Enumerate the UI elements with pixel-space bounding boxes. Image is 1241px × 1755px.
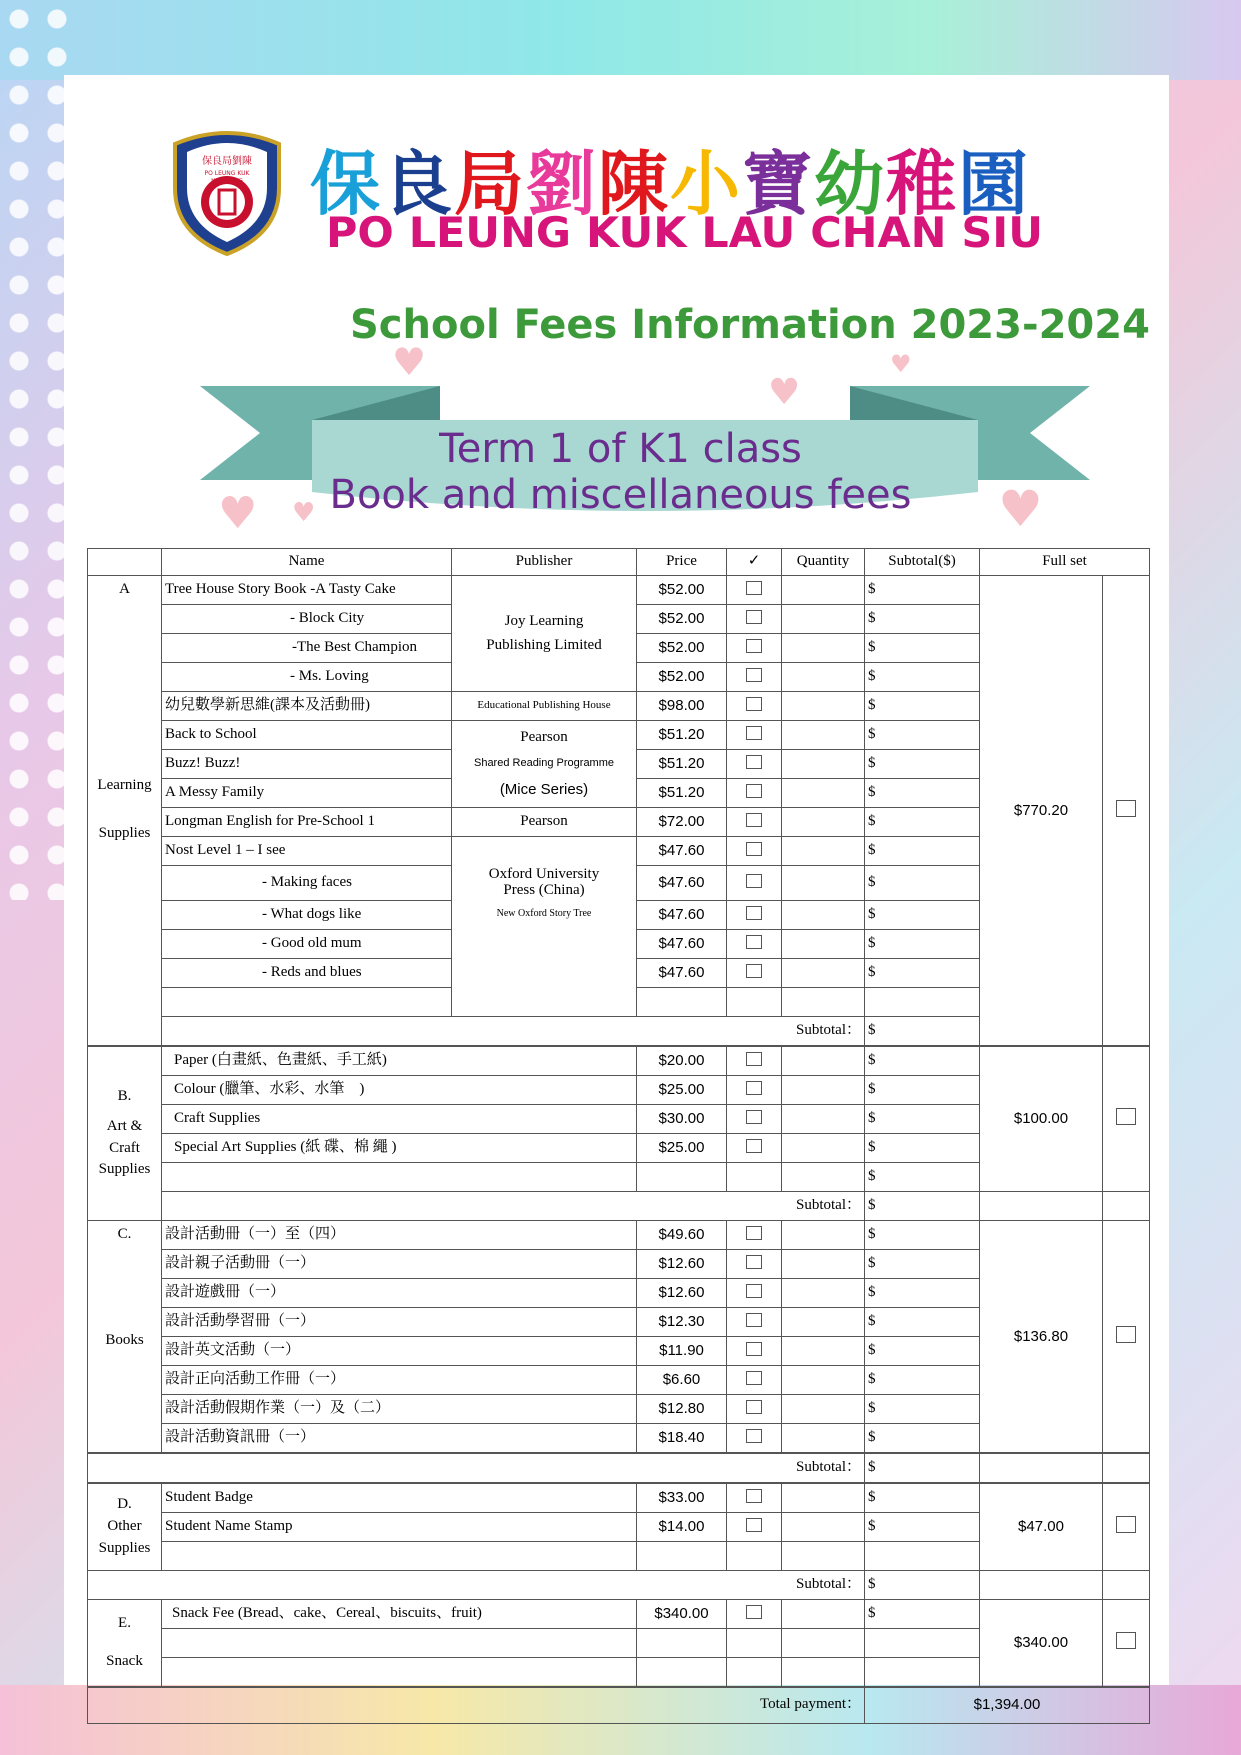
section-letter: B. (117, 1088, 132, 1104)
header-subtotal: Subtotal($) (865, 549, 980, 576)
item-name: - What dogs like (162, 901, 452, 930)
item-checkbox[interactable] (727, 1076, 782, 1105)
item-name: 幼兒數學新思維(課本及活動冊) (162, 692, 452, 721)
item-price: $98.00 (637, 692, 727, 721)
item-name: Tree House Story Book -A Tasty Cake (162, 576, 452, 605)
item-checkbox[interactable] (727, 1395, 782, 1424)
item-checkbox[interactable] (727, 663, 782, 692)
item-name: 設計遊戲冊（一） (162, 1279, 637, 1308)
subtotal-field[interactable]: $ (865, 692, 980, 721)
item-price: $47.60 (637, 901, 727, 930)
quantity-field[interactable] (782, 1046, 865, 1076)
publisher-cell (452, 721, 637, 808)
item-checkbox[interactable] (727, 1105, 782, 1134)
subtotal-field[interactable]: $ (865, 1513, 980, 1542)
item-name: Snack Fee (Bread、cake、Cereal、biscuits、fruit) (162, 1600, 637, 1629)
subtotal-label: Subtotal： (88, 1453, 865, 1483)
item-name: Paper (白畫紙、色畫紙、手工紙) (162, 1046, 637, 1076)
publisher-name: Shared Reading Programme (473, 757, 615, 770)
subtotal-field[interactable]: $ (865, 750, 980, 779)
quantity-field[interactable] (782, 1105, 865, 1134)
item-name: Nost Level 1 – I see (162, 837, 452, 866)
section-a-full-set-price: $770.20 (980, 576, 1103, 1047)
empty-cell (162, 1629, 637, 1658)
item-checkbox[interactable] (727, 1279, 782, 1308)
subtotal-field[interactable]: $ (865, 837, 980, 866)
quantity-field[interactable] (782, 634, 865, 663)
empty-cell (865, 1629, 980, 1658)
subtotal-field[interactable]: $ (865, 1105, 980, 1134)
quantity-field[interactable] (782, 837, 865, 866)
full-set-checkbox[interactable] (1103, 1046, 1150, 1192)
section-subtotal-field[interactable]: $ (865, 1453, 980, 1483)
empty-cell (637, 1658, 727, 1688)
total-label: Total payment： (88, 1687, 865, 1723)
item-checkbox[interactable] (727, 1308, 782, 1337)
item-checkbox[interactable] (727, 1600, 782, 1629)
school-name-cn-char: 幼 (814, 143, 886, 225)
section-category-label: Books (105, 1331, 144, 1348)
subtotal-field[interactable]: $ (865, 721, 980, 750)
publisher-cell (452, 576, 637, 692)
empty-cell (1103, 1571, 1150, 1600)
section-d-category (88, 1483, 162, 1571)
school-name-cn-char: 陳 (598, 143, 670, 225)
heart-decoration: ♥ (998, 480, 1043, 538)
item-name: 設計親子活動冊（一） (162, 1250, 637, 1279)
subtotal-field[interactable]: $ (865, 634, 980, 663)
item-name: - Good old mum (162, 930, 452, 959)
empty-cell (865, 988, 980, 1017)
section-category-label: Supplies (98, 1539, 151, 1556)
subtotal-label: Subtotal： (88, 1571, 865, 1600)
item-name: A Messy Family (162, 779, 452, 808)
item-price: $6.60 (637, 1366, 727, 1395)
subtotal-field[interactable]: $ (865, 930, 980, 959)
item-checkbox[interactable] (727, 1424, 782, 1454)
section-category-label: Art & (106, 1117, 143, 1134)
table-row (88, 1600, 1150, 1629)
subtotal-field[interactable]: $ (865, 1046, 980, 1076)
header-quantity: Quantity (782, 549, 865, 576)
empty-cell (980, 1192, 1103, 1221)
subtotal-row (88, 1571, 1150, 1600)
item-price: $25.00 (637, 1134, 727, 1163)
quantity-field[interactable] (782, 721, 865, 750)
item-price: $51.20 (637, 721, 727, 750)
item-checkbox[interactable] (727, 692, 782, 721)
school-name-en: PO LEUNG KUK LAU CHAN SIU (326, 208, 1043, 257)
table-row (88, 1046, 1150, 1076)
publisher-name: Publishing Limited (486, 636, 602, 653)
quantity-field[interactable] (782, 1600, 865, 1629)
item-price: $33.00 (637, 1483, 727, 1513)
quantity-field[interactable] (782, 1337, 865, 1366)
heart-decoration: ♥ (768, 372, 801, 413)
empty-cell (782, 1629, 865, 1658)
publisher-cell: Pearson (452, 808, 637, 837)
header-check: ✓ (727, 549, 782, 576)
banner-line2: Book and miscellaneous fees (329, 472, 912, 518)
subtotal-field[interactable]: $ (865, 1221, 980, 1250)
section-category-label: Other (107, 1518, 142, 1535)
item-price: $72.00 (637, 808, 727, 837)
item-price: $47.60 (637, 930, 727, 959)
empty-cell (162, 988, 452, 1017)
school-name-cn-char: 園 (958, 143, 1030, 225)
fees-title: School Fees Information 2023-2024 (350, 302, 1150, 348)
section-subtotal-field[interactable]: $ (865, 1192, 980, 1221)
item-checkbox[interactable] (727, 1366, 782, 1395)
header-price: Price (637, 549, 727, 576)
section-letter: E. (118, 1615, 131, 1632)
subtotal-field[interactable]: $ (865, 1337, 980, 1366)
quantity-field[interactable] (782, 1308, 865, 1337)
item-checkbox[interactable] (727, 1483, 782, 1513)
subtotal-field[interactable]: $ (865, 1076, 980, 1105)
item-name: - Ms. Loving (162, 663, 452, 692)
item-checkbox[interactable] (727, 930, 782, 959)
item-checkbox[interactable] (727, 1250, 782, 1279)
subtotal-field[interactable]: $ (865, 901, 980, 930)
subtotal-field[interactable]: $ (865, 1308, 980, 1337)
empty-cell (162, 1163, 637, 1192)
subtotal-field[interactable]: $ (865, 1279, 980, 1308)
quantity-field[interactable] (782, 576, 865, 605)
total-payment-value: $1,394.00 (865, 1687, 1150, 1723)
empty-cell (162, 1542, 637, 1571)
quantity-field[interactable] (782, 808, 865, 837)
subtotal-field[interactable]: $ (865, 1600, 980, 1629)
item-price: $52.00 (637, 634, 727, 663)
item-price: $51.20 (637, 779, 727, 808)
item-name: Student Badge (162, 1483, 637, 1513)
subtotal-field[interactable]: $ (865, 1163, 980, 1192)
empty-cell (782, 1542, 865, 1571)
item-name: - Reds and blues (162, 959, 452, 988)
empty-cell (727, 1629, 782, 1658)
heart-decoration: ♥ (218, 488, 258, 539)
item-price: $52.00 (637, 605, 727, 634)
table-header-row (88, 549, 1150, 576)
subtotal-field[interactable]: $ (865, 1134, 980, 1163)
section-a-category (88, 576, 162, 1047)
section-b-full-set-price: $100.00 (980, 1046, 1103, 1192)
section-subtotal-field[interactable]: $ (865, 1017, 980, 1047)
item-price: $11.90 (637, 1337, 727, 1366)
item-checkbox[interactable] (727, 808, 782, 837)
school-name-cn-char: 寶 (742, 143, 814, 225)
section-letter: D. (117, 1496, 132, 1513)
empty-cell (782, 1658, 865, 1688)
quantity-field[interactable] (782, 866, 865, 901)
item-price: $12.60 (637, 1250, 727, 1279)
section-category-label: Supplies (98, 824, 151, 841)
item-name: 設計活動學習冊（一） (162, 1308, 637, 1337)
section-letter: C. (117, 1226, 132, 1242)
item-name: Special Art Supplies (紙 碟、棉 繩 ) (162, 1134, 637, 1163)
item-checkbox[interactable] (727, 779, 782, 808)
item-checkbox[interactable] (727, 634, 782, 663)
empty-cell (637, 988, 727, 1017)
item-checkbox[interactable] (727, 1221, 782, 1250)
item-price: $47.60 (637, 837, 727, 866)
table-row (88, 1221, 1150, 1250)
school-name-cn-char: 良 (382, 143, 454, 225)
item-checkbox[interactable] (727, 721, 782, 750)
empty-cell (727, 1163, 782, 1192)
empty-cell (782, 1163, 865, 1192)
item-price: $12.80 (637, 1395, 727, 1424)
subtotal-field[interactable]: $ (865, 1366, 980, 1395)
quantity-field[interactable] (782, 959, 865, 988)
empty-cell (727, 1542, 782, 1571)
subtotal-field[interactable]: $ (865, 1250, 980, 1279)
subtotal-field[interactable]: $ (865, 1395, 980, 1424)
item-checkbox[interactable] (727, 1337, 782, 1366)
subtotal-field[interactable]: $ (865, 1424, 980, 1454)
logo-text-top: 保良局劉陳 (202, 156, 252, 167)
logo-text-bot: HONG KONG (211, 178, 243, 184)
header-name: Name (162, 549, 452, 576)
publisher-name: Joy Learning (504, 612, 584, 629)
school-name-cn-char: 局 (454, 143, 526, 225)
quantity-field[interactable] (782, 1513, 865, 1542)
subtotal-field[interactable]: $ (865, 1483, 980, 1513)
item-price: $12.30 (637, 1308, 727, 1337)
item-price: $47.60 (637, 866, 727, 901)
empty-cell (980, 1571, 1103, 1600)
publisher-cell: Educational Publishing House (452, 692, 637, 721)
quantity-field[interactable] (782, 1076, 865, 1105)
school-name-cn-char: 稚 (886, 143, 958, 225)
header-category (88, 549, 162, 576)
subtotal-field[interactable]: $ (865, 779, 980, 808)
item-name: -The Best Champion (162, 634, 452, 663)
item-name: Student Name Stamp (162, 1513, 637, 1542)
item-name: 設計活動冊（一）至（四） (162, 1221, 637, 1250)
section-b-category (88, 1046, 162, 1221)
heart-decoration: ♥ (292, 498, 316, 528)
empty-cell (782, 988, 865, 1017)
item-checkbox[interactable] (727, 750, 782, 779)
quantity-field[interactable] (782, 663, 865, 692)
subtotal-field[interactable]: $ (865, 959, 980, 988)
item-price: $51.20 (637, 750, 727, 779)
quantity-field[interactable] (782, 901, 865, 930)
quantity-field[interactable] (782, 1395, 865, 1424)
total-row (88, 1687, 1150, 1723)
full-set-checkbox[interactable] (1103, 1221, 1150, 1454)
publisher-name: New Oxford Story Tree (496, 907, 592, 919)
fees-table (87, 548, 1150, 1724)
item-price: $12.60 (637, 1279, 727, 1308)
table-row (88, 576, 1150, 605)
quantity-field[interactable] (782, 1424, 865, 1454)
empty-cell (727, 988, 782, 1017)
section-c-full-set-price: $136.80 (980, 1221, 1103, 1454)
item-name: - Block City (162, 605, 452, 634)
empty-cell (1103, 1453, 1150, 1483)
subtotal-row (88, 1453, 1150, 1483)
item-name: 設計活動假期作業（一）及（二） (162, 1395, 637, 1424)
school-name-cn-char: 劉 (526, 143, 598, 225)
publisher-name: Pearson (520, 729, 568, 746)
section-category-label: Snack (106, 1653, 143, 1669)
item-price: $18.40 (637, 1424, 727, 1454)
subtotal-field[interactable]: $ (865, 605, 980, 634)
banner-line1: Term 1 of K1 class (439, 426, 802, 472)
item-price: $340.00 (637, 1600, 727, 1629)
item-name: 設計英文活動（一） (162, 1337, 637, 1366)
item-checkbox[interactable] (727, 576, 782, 605)
quantity-field[interactable] (782, 1134, 865, 1163)
item-price: $25.00 (637, 1076, 727, 1105)
subtotal-label: Subtotal： (162, 1192, 865, 1221)
item-checkbox[interactable] (727, 1134, 782, 1163)
quantity-field[interactable] (782, 779, 865, 808)
empty-cell (162, 1658, 637, 1688)
section-category-label: Learning (97, 776, 152, 793)
item-price: $52.00 (637, 576, 727, 605)
item-price: $47.60 (637, 959, 727, 988)
item-price: $49.60 (637, 1221, 727, 1250)
quantity-field[interactable] (782, 1366, 865, 1395)
empty-cell (865, 1542, 980, 1571)
subtotal-field[interactable]: $ (865, 866, 980, 901)
section-e-full-set-price: $340.00 (980, 1600, 1103, 1688)
item-checkbox[interactable] (727, 605, 782, 634)
empty-cell (1103, 1192, 1150, 1221)
section-letter: A (119, 581, 130, 597)
subtotal-field[interactable]: $ (865, 663, 980, 692)
item-name: 設計活動資訊冊（一） (162, 1424, 637, 1454)
section-category-label: Craft (109, 1139, 140, 1156)
item-checkbox[interactable] (727, 959, 782, 988)
item-name: Craft Supplies (162, 1105, 637, 1134)
item-checkbox[interactable] (727, 1513, 782, 1542)
item-name: Colour (臘筆、水彩、水筆 ) (162, 1076, 637, 1105)
item-checkbox[interactable] (727, 866, 782, 901)
publisher-name: Oxford University (488, 866, 600, 882)
quantity-field[interactable] (782, 692, 865, 721)
item-checkbox[interactable] (727, 1046, 782, 1076)
logo-text-mid: PO LEUNG KUK (204, 170, 250, 177)
empty-cell (637, 1542, 727, 1571)
heart-decoration: ♥ (392, 340, 427, 384)
section-category-label: Supplies (98, 1161, 151, 1178)
section-c-category (88, 1221, 162, 1454)
section-subtotal-field[interactable]: $ (865, 1571, 980, 1600)
table-row (88, 1483, 1150, 1513)
quantity-field[interactable] (782, 605, 865, 634)
publisher-name: Press (China) (503, 881, 585, 898)
header-publisher: Publisher (452, 549, 637, 576)
empty-cell (865, 1658, 980, 1688)
quantity-field[interactable] (782, 1250, 865, 1279)
item-name: - Making faces (162, 866, 452, 901)
item-price: $30.00 (637, 1105, 727, 1134)
section-e-category (88, 1600, 162, 1688)
subtotal-field[interactable]: $ (865, 808, 980, 837)
full-set-checkbox[interactable] (1103, 1483, 1150, 1571)
empty-cell (727, 1658, 782, 1688)
empty-cell (637, 1629, 727, 1658)
header-full-set: Full set (980, 549, 1150, 576)
publisher-cell (452, 837, 637, 1017)
full-set-checkbox[interactable] (1103, 1600, 1150, 1688)
item-name: Buzz! Buzz! (162, 750, 452, 779)
empty-cell (980, 1453, 1103, 1483)
item-price: $14.00 (637, 1513, 727, 1542)
school-name-cn-char: 保 (310, 143, 382, 225)
item-price: $20.00 (637, 1046, 727, 1076)
empty-cell (637, 1163, 727, 1192)
item-name: Back to School (162, 721, 452, 750)
heart-decoration: ♥ (890, 350, 912, 378)
item-checkbox[interactable] (727, 901, 782, 930)
full-set-checkbox[interactable] (1103, 576, 1150, 1047)
quantity-field[interactable] (782, 1483, 865, 1513)
quantity-field[interactable] (782, 750, 865, 779)
item-price: $52.00 (637, 663, 727, 692)
section-d-full-set-price: $47.00 (980, 1483, 1103, 1571)
quantity-field[interactable] (782, 1279, 865, 1308)
school-name-cn-char: 小 (670, 143, 742, 225)
item-name: Longman English for Pre-School 1 (162, 808, 452, 837)
subtotal-label: Subtotal： (162, 1017, 865, 1047)
subtotal-row (88, 1192, 1150, 1221)
quantity-field[interactable] (782, 930, 865, 959)
quantity-field[interactable] (782, 1221, 865, 1250)
background-top (0, 0, 1241, 80)
item-checkbox[interactable] (727, 837, 782, 866)
publisher-name: (Mice Series) (499, 780, 589, 798)
item-name: 設計正向活動工作冊（一） (162, 1366, 637, 1395)
subtotal-field[interactable]: $ (865, 576, 980, 605)
school-logo (165, 126, 289, 256)
